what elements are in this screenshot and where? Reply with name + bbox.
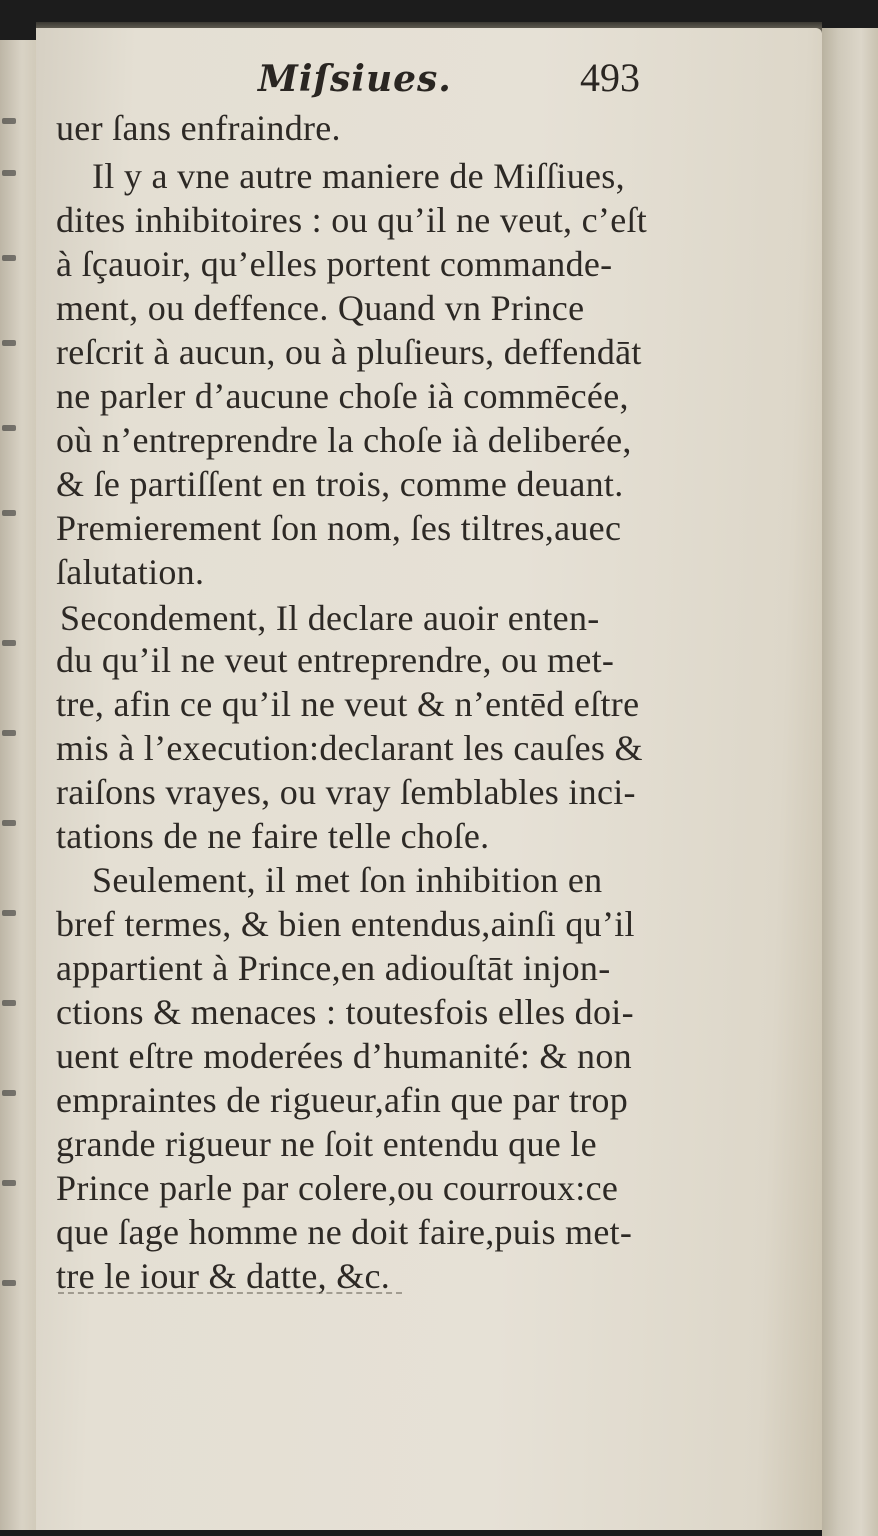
text-line: ctions & menaces : toutesfois elles doi- <box>56 992 634 1032</box>
running-title: Miſsiues. <box>258 58 452 100</box>
bleed-through-rule <box>58 1292 402 1294</box>
text-line: reſcrit à aucun, ou à pluſieurs, deffendāt <box>56 332 642 372</box>
text-line: tre, afin ce qu’il ne veut & n’entēd eſtre <box>56 684 640 724</box>
text-line: uer ſans enfraindre. <box>56 108 341 148</box>
text-line: tre le iour & datte, &c. <box>56 1256 391 1296</box>
page-number: 493 <box>580 55 640 100</box>
text-line: Il y a vne autre maniere de Miſſiues, <box>92 156 625 196</box>
text-line: ment, ou deffence. Quand vn Prince <box>56 288 585 328</box>
text-line: ne parler d’aucune choſe ià commēcée, <box>56 376 629 416</box>
text-line: Prince parle par colere,ou courroux:ce <box>56 1168 619 1208</box>
text-line: Premierement ſon nom, ſes tiltres,auec <box>56 508 622 548</box>
text-line: & ſe partiſſent en trois, comme deuant. <box>56 464 624 504</box>
text-line: Secondement, Il declare auoir enten- <box>60 598 600 638</box>
text-line: tations de ne faire telle choſe. <box>56 816 490 856</box>
text-line: dites inhibitoires : ou qu’il ne veut, c’eſt <box>56 200 648 240</box>
text-line: ſalutation. <box>56 552 205 592</box>
text-line: Seulement, il met ſon inhibition en <box>92 860 603 900</box>
text-line: du qu’il ne veut entreprendre, ou met- <box>56 640 615 680</box>
text-line: grande rigueur ne ſoit entendu que le <box>56 1124 597 1164</box>
text-line: empraintes de rigueur,afin que par trop <box>56 1080 629 1120</box>
text-line: mis à l’execution:declarant les cauſes & <box>56 728 643 768</box>
text-line: que ſage homme ne doit faire,puis met- <box>56 1212 633 1252</box>
text-line: où n’entreprendre la choſe ià deliberée, <box>56 420 632 460</box>
text-line: à ſçauoir, qu’elles portent commande- <box>56 244 613 284</box>
text-line: appartient à Prince,en adiouſtāt injon- <box>56 948 611 988</box>
text-line: raiſons vrayes, ou vray ſemblables inci- <box>56 772 636 812</box>
text-line: bref termes, & bien entendus,ainſi qu’il <box>56 904 635 944</box>
text-line: uent eſtre moderées d’humanité: & non <box>56 1036 632 1076</box>
